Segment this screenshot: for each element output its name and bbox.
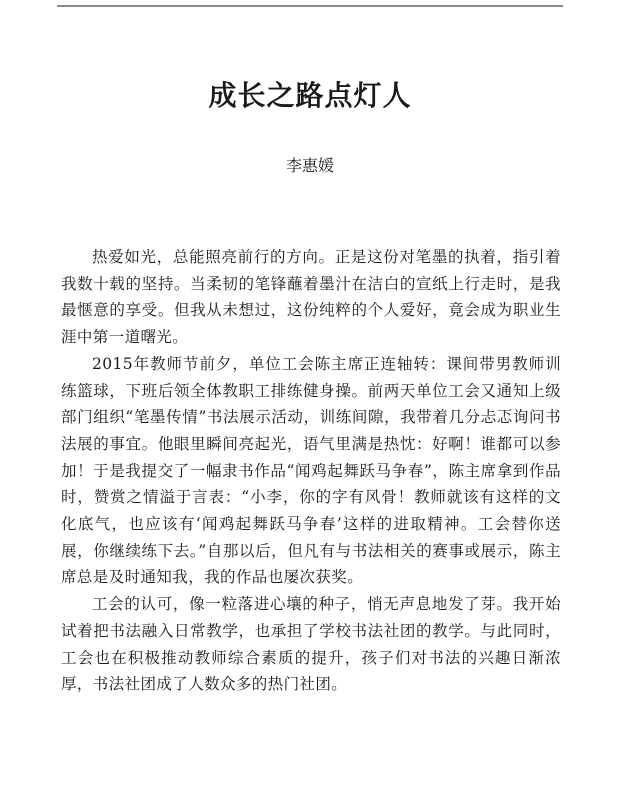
paragraph-1: 热爱如光，总能照亮前行的方向。正是这份对笔墨的执着，指引着我数十载的坚持。当柔韧的笔锋蘸着墨汁在洁白的宣纸上行走时，是我最惬意的享受。但我从未想过，这份纯粹的个人爱好，竟会成为职业生涯中第一道曙光。 (61, 248, 561, 347)
paragraph-3: 工会的认可，像一粒落进心壤的种子，悄无声息地发了芽。我开始试着把书法融入日常教学，也承担了学校书法社团的教学。与此同时，工会也在积极推动教师综合素质的提升，孩子们对书法的兴趣日渐浓厚，书法社团成了人数众多的热门社团。 (61, 595, 561, 694)
paragraph-2: 2015年教师节前夕，单位工会陈主席正连轴转：课间带男教师训练篮球，下班后领全体教职工排练健身操。前两天单位工会又通知上级部门组织“笔墨传情”书法展示活动，训练间隙，我带着几分忐忑询问书法展的事宜。他眼里瞬间亮起光，语气里满是热忱：好啊！谁都可以参加！于是我提交了一幅隶书作品“闻鸡起舞跃马争春”，陈主席拿到作品时，赞赏之情溢于言表：“小李，你的字有风骨！教师就该有这样的文化底气，也应该有‘闻鸡起舞跃马争春’这样的进取精神。工会替你送展，你继续练下去。”自那以后，但凡有与书法相关的赛事或展示，陈主席总是及时通知我，我的作品也屡次获奖。 (61, 354, 561, 587)
article-body (61, 244, 561, 698)
article-author: 李惠媛 (285, 156, 334, 175)
top-divider (57, 5, 563, 7)
article-title: 成长之路点灯人 (208, 79, 412, 112)
